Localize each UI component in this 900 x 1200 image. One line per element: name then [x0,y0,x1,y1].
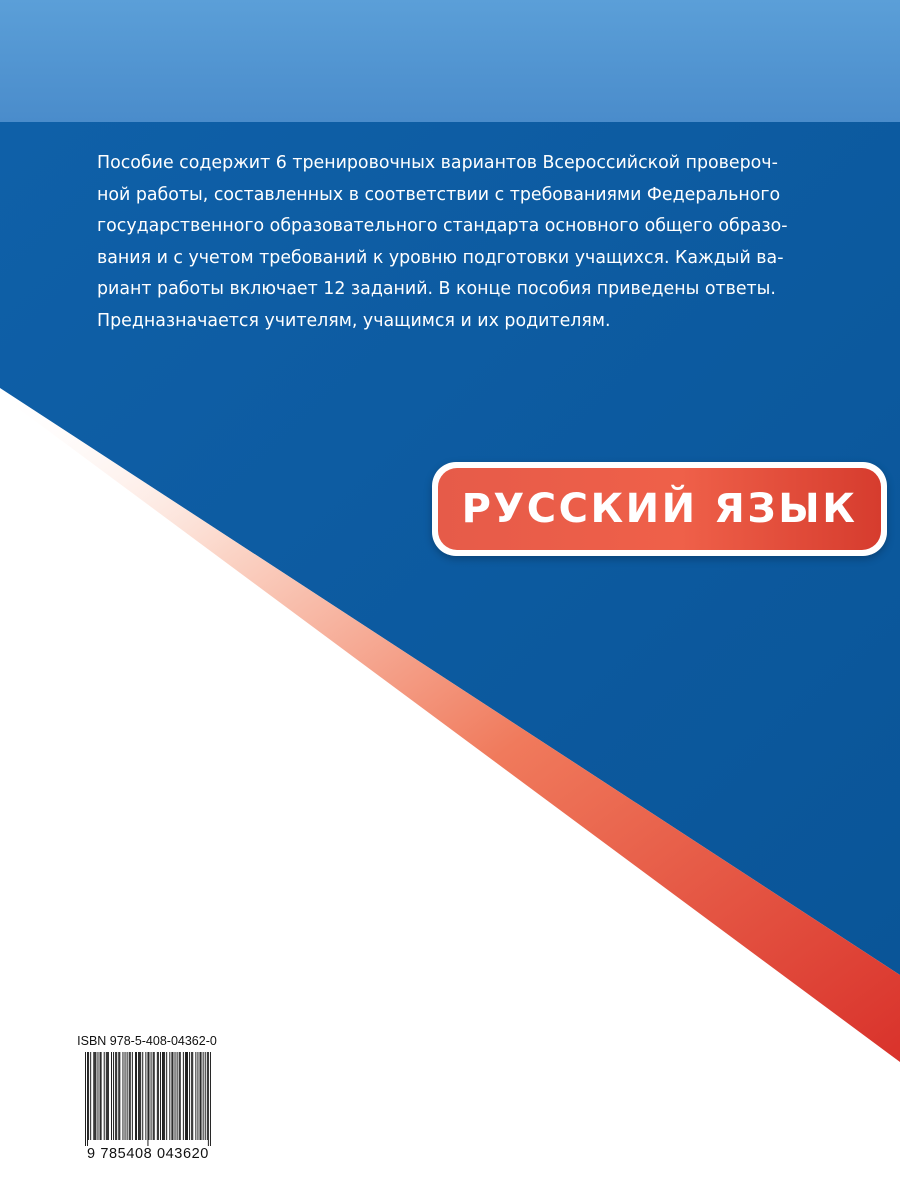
barcode-bar [132,1052,133,1140]
barcode-bar [142,1052,143,1140]
subject-badge-fill [438,468,881,550]
barcode-bar [136,1052,137,1140]
barcode-bar [210,1052,211,1146]
isbn-label: ISBN 978-5-408-04362-0 [77,1034,217,1048]
barcode-bar [162,1052,163,1140]
barcode-bar [95,1052,96,1140]
barcode-bar [140,1052,141,1140]
barcode-bar [208,1052,209,1146]
barcode-bar [130,1052,131,1140]
barcode-bar [160,1052,161,1140]
barcode-bar [157,1052,158,1140]
barcode-bar [191,1052,192,1140]
barcode-bar [147,1052,148,1146]
barcode-bar [197,1052,198,1140]
barcode-bar [175,1052,176,1140]
barcode-bar [122,1052,123,1140]
barcode-bar [192,1052,193,1140]
barcode-bar [203,1052,204,1140]
barcode-bar [172,1052,173,1140]
top-light-blue-band [0,0,900,122]
barcode-bar [145,1052,146,1140]
barcode-bar [104,1052,105,1140]
barcode-bar [164,1052,165,1140]
barcode-bar [205,1052,206,1140]
subject-title: РУССКИЙ ЯЗЫК [461,486,858,532]
barcode-bar [101,1052,102,1140]
barcode-bar [154,1052,155,1140]
barcode-bar [113,1052,114,1140]
barcode-bar [139,1052,140,1140]
barcode-bar [87,1052,88,1146]
barcode-bar [100,1052,101,1140]
barcode-bar [118,1052,119,1140]
subject-badge [432,462,887,556]
barcode-bar [201,1052,202,1140]
barcode-bar [116,1052,117,1140]
description-line: вания и с учетом требований к уровню подготовки учащихся. Каждый ва- [97,247,784,268]
barcode-bar [200,1052,201,1140]
description-paragraph [97,148,825,306]
barcode-bar [189,1052,190,1140]
barcode-bar [119,1052,120,1140]
barcode-bar [85,1052,86,1146]
barcode-bar [153,1052,154,1140]
barcode-bar [106,1052,107,1140]
barcode-bar [115,1052,116,1140]
barcode-bar [158,1052,159,1140]
barcode-bar [135,1052,136,1140]
barcode-bar [93,1052,94,1140]
barcode-bar [186,1052,187,1140]
barcode-bar [171,1052,172,1140]
barcode-bar [207,1052,208,1140]
barcode-bar [180,1052,181,1140]
audience-text: Предназначается учителям, учащимся и их родителям. [97,311,611,331]
barcode-digits: 9 785408 043620 [87,1146,209,1162]
barcode-bar [149,1052,150,1140]
barcode-bar [166,1052,167,1140]
barcode-bar [177,1052,178,1140]
barcode-bar [107,1052,108,1140]
barcode [77,1050,219,1168]
barcode-bar [108,1052,109,1140]
description-line: государственного образовательного стандарта основного общего образо- [97,216,788,236]
barcode-bar [185,1052,186,1140]
barcode-bar [111,1052,112,1140]
barcode-bar [98,1052,99,1140]
description-line: ной работы, составленных в соответствии с требованиями Федерального [97,184,781,205]
barcode-bar [94,1052,95,1140]
barcode-bar [129,1052,130,1140]
barcode-bar [151,1052,152,1140]
barcode-bar [90,1052,91,1140]
barcode-bar [125,1052,126,1140]
barcode-bar [179,1052,180,1140]
barcode-bar [169,1052,170,1140]
barcode-bar [195,1052,196,1140]
barcode-bar [88,1052,89,1140]
barcode-bar [127,1052,128,1140]
barcode-bar [183,1052,184,1140]
description-line: риант работы включает 12 заданий. В конце пособия приведены ответы. [97,279,776,299]
barcode-bar [163,1052,164,1140]
barcode-bars [85,1052,211,1146]
barcode-bar [138,1052,139,1140]
description-line: Пособие содержит 6 тренировочных вариантов Всероссийской провероч- [97,153,778,173]
barcode-bar [187,1052,188,1140]
